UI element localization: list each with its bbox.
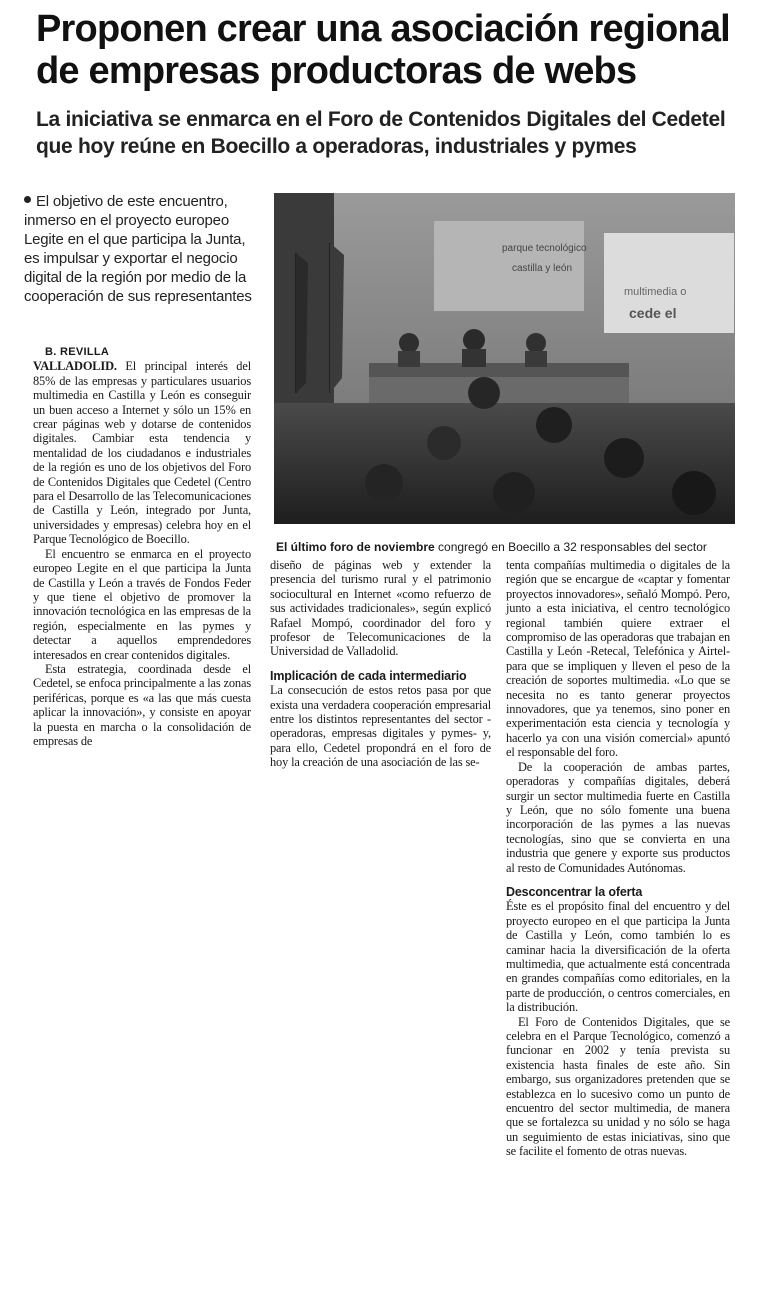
paragraph: diseño de páginas web y extender la presencia del turismo rural y el patrimonio sociocultural en Internet «como refuerzo de sus actividades tradicionales», según explicó Rafael Mompó, coordinador del foro y profesor de Telecomunicaciones de la Universidad de Valladolid. — [270, 558, 491, 659]
flag-right — [330, 243, 344, 393]
paragraph: tenta compañías multimedia o digitales de la región que se encargue de «captar y fomentar proyectos innovadores», señaló Mompó. Pero, junto a esta iniciativa, el centro tecnológico regional también quiere extraer el compromiso de las operadoras que trabajan en Castilla y León -Retecal, Telefónica y Airtel- para que se impliquen y lleven el peso de la creación de soportes multimedia. «Lo que se necesita no es tanto generar proyectos innovadores, que ya tenemos, sino poner en experimentación esta ciencia y tecnología y hacerlo ya con una visión comercial» apuntó el responsable del foro. — [506, 558, 730, 760]
audience-head-7 — [493, 472, 535, 514]
paragraph: VALLADOLID. El principal interés del 85% de las empresas y particulares usuarios multimedia en Castilla y León es conseguir un buen acceso a Internet y sólo un 15% en crear páginas web y dotarse de contenidos digitales. Cambiar esta tendencia y mentalidad de los ciudadanos e industriales de la región es uno de los objetivos del Foro de Contenidos Digitales que Cedetel (Centro para el Desarrollo de las Telecomunicaciones de Castilla y León, integrado por Junta, universidades y empresas) celebra hoy en el Parque Tecnológico de Boecillo. — [33, 359, 251, 547]
paragraph: Esta estrategia, coordinada desde el Cedetel, se enfoca principalmente a las zonas periféricas, porque es «a las que más cuesta aplicar la innovación», y consiste en apoyar la puesta en marcha o la consolidación de empresas de — [33, 661, 251, 748]
article-column-3 — [506, 558, 730, 1159]
headline: Proponen crear una asociación regional de empresas productoras de webs — [36, 8, 730, 92]
section-heading: Desconcentrar la oferta — [506, 884, 643, 899]
audience-head-3 — [427, 426, 461, 460]
panelist-1 — [399, 333, 419, 353]
screen-text-3: multimedia o — [624, 286, 687, 298]
conference-photo-illustration — [274, 193, 735, 524]
paragraph: Éste es el propósito final del encuentro y del proyecto europeo en el que participa la Junta de Castilla y León, como también lo es caminar hacia la diversificación de la oferta multimedia, que actualmente está concentrada en grandes compañías como editoriales, en la parte de producción, o centros comerciales, en la distribución. — [506, 899, 730, 1015]
caption-text: congregó en Boecillo a 32 responsables del sector — [434, 540, 707, 554]
article-column-2 — [270, 558, 491, 770]
audience-head-6 — [672, 471, 716, 515]
paragraph: El Foro de Contenidos Digitales, que se celebra en el Parque Tecnológico, comenzó a funcionar en 2002 y tenía prevista su existencia hasta finales de este año. Sin embargo, sus organizadores pretenden que se establezca en lo sucesivo como un punto de encuentro del sector multimedia, de manera que se fortalezca su unidad y no sólo se haga un seguimiento de estas iniciativas, sino que se facilite el fomento de otras nuevas. — [506, 1014, 730, 1159]
caption-bold: El último foro de noviembre — [276, 540, 435, 554]
byline: B. REVILLA — [45, 346, 110, 358]
audience-head-2 — [536, 407, 572, 443]
paragraph: El encuentro se enmarca en el proyecto europeo Legite en el que participa la Junta de Castilla y León a través de Fondos Feder y que tiene el objetivo de promover la innovación tecnológica en las empresas de la región, especialmente en las pymes y detectar a aquellos emprendedores interesados en crear contenidos digitales. — [33, 546, 251, 662]
section-heading: Implicación de cada intermediario — [270, 668, 467, 683]
screen-text-2: castilla y león — [512, 263, 573, 274]
lead-text: El objetivo de este encuentro, inmerso en el proyecto europeo Legite en el que participa la Junta, es impulsar y exportar el negocio digital de la región por medio de la cooperación de sus representantes — [24, 193, 252, 305]
photo-caption — [276, 540, 736, 555]
audience-head-5 — [365, 464, 403, 502]
lead-summary — [24, 192, 260, 306]
subheadline: La iniciativa se enmarca en el Foro de Contenidos Digitales del Cedetel que hoy reúne en Boecillo a operadoras, industriales y pymes — [36, 108, 726, 158]
audience-head-4 — [604, 438, 644, 478]
paragraph: De la cooperación de ambas partes, operadoras y compañías digitales, deberá surgir un sector multimedia fuerte en Castilla y León, que no sólo fomente una buena incorporación de las pymes a las nuevas tecnologías, sino que se convierta en una industria que genere y exporte sus productos al resto de Comunidades Autónomas. — [506, 759, 730, 875]
audience-head-1 — [468, 377, 500, 409]
article-column-1 — [33, 345, 251, 748]
screen-text-1: parque tecnológico — [502, 243, 587, 254]
paragraph: La consecución de estos retos pasa por que exista una verdadera cooperación empresarial entre los distintos representantes del sector -operadoras, empresas digitales y pymes- y, para ello, Cedetel propondrá en el foro de hoy la creación de una asociación de las se- — [270, 683, 491, 770]
dateline: VALLADOLID. — [33, 359, 117, 374]
panelist-3 — [526, 333, 546, 353]
panelist-2 — [463, 329, 485, 351]
bullet-icon — [24, 196, 31, 203]
article-photo — [274, 193, 735, 524]
screen-text-4: cede el — [629, 305, 677, 321]
